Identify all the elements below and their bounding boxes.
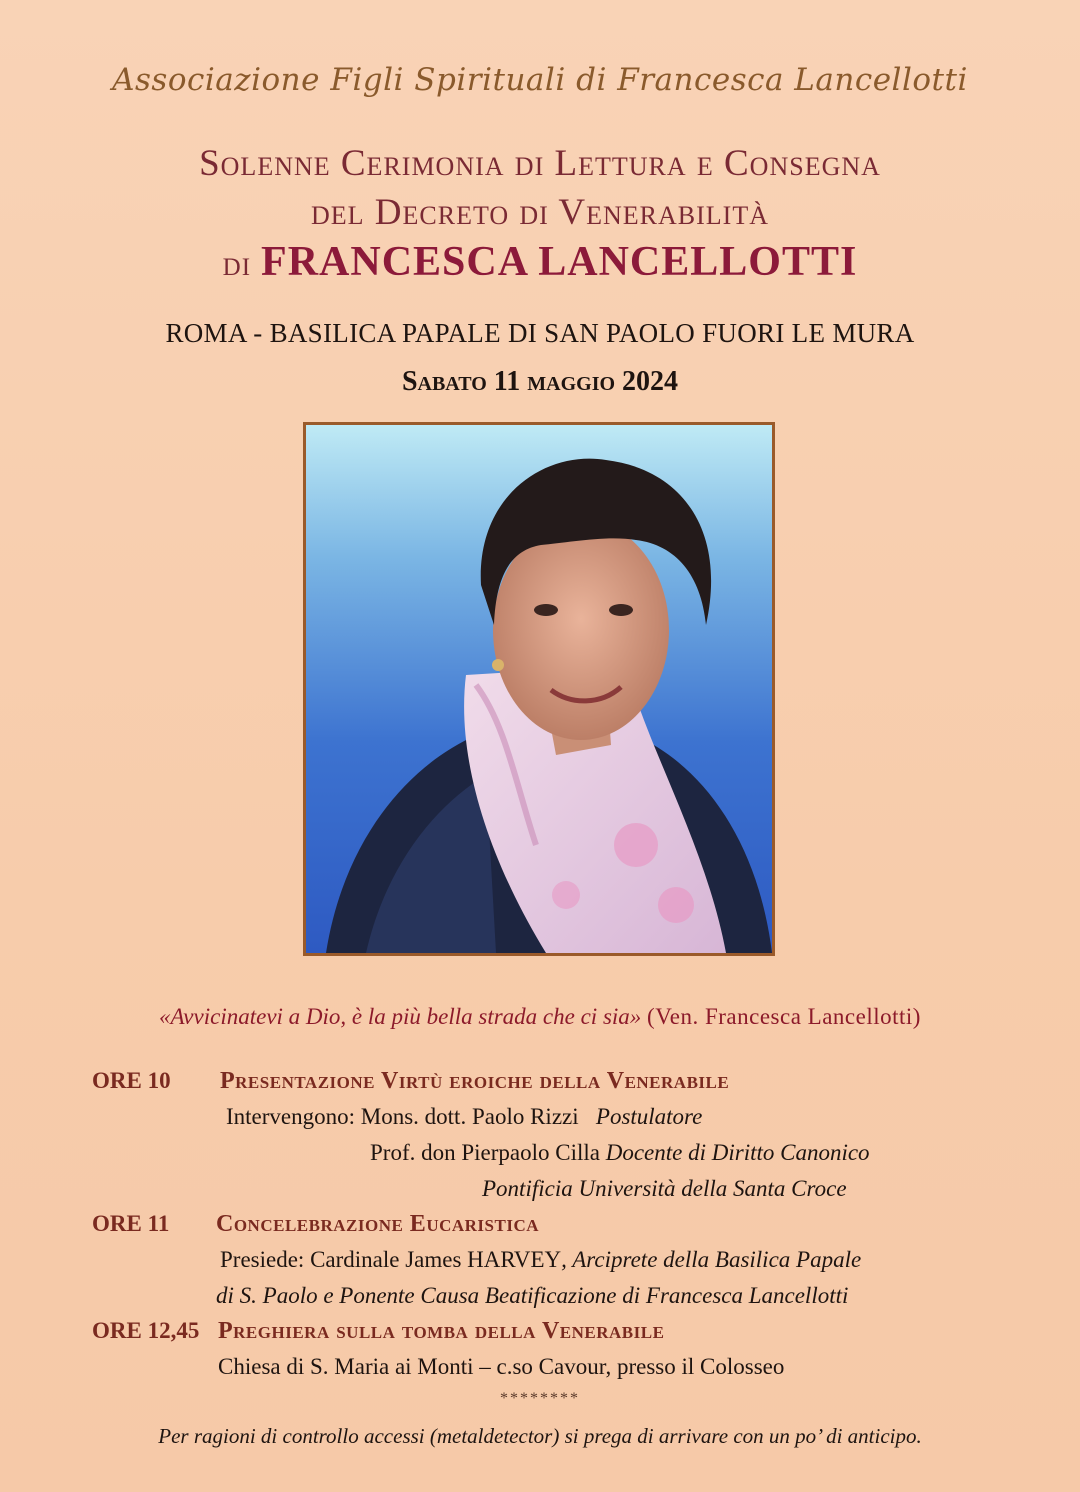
speaker-rizzi: Mons. dott. Paolo Rizzi (360, 1104, 579, 1129)
schedule-1-university-line (482, 1176, 847, 1202)
schedule-time-1: ORE 10 (92, 1068, 171, 1093)
role-harvey-cont: di S. Paolo e Ponente Causa Beatificazione di Francesca Lancellotti (216, 1283, 849, 1308)
presiede-label: Presiede: (220, 1247, 305, 1272)
schedule-heading-3: Preghiera sulla tomba della Venerabile (218, 1318, 665, 1344)
schedule-2-role-cont-line (216, 1283, 848, 1309)
speaker-harvey: Cardinale James HARVEY (310, 1247, 562, 1272)
role-cilla: Docente di Diritto Canonico (605, 1140, 870, 1165)
quote (0, 1004, 1080, 1030)
schedule-time-3: ORE 12,45 (92, 1318, 200, 1343)
access-note: Per ragioni di controllo accessi (metaldetector) si prega di arrivare con un po’ di anticipo. (158, 1424, 922, 1448)
schedule-3-location: Chiesa di S. Maria ai Monti – c.so Cavour, presso il Colosseo (218, 1354, 785, 1379)
role-harvey: , Arciprete della Basilica Papale (561, 1247, 862, 1272)
schedule-heading-1: Presentazione Virtù eroiche della Venerabile (220, 1068, 730, 1094)
role-rizzi: Postulatore (595, 1104, 703, 1129)
event-date: Sabato 11 maggio 2024 (401, 366, 679, 397)
intervengono-label: Intervengono: (226, 1104, 356, 1129)
schedule-heading-2: Concelebrazione Eucaristica (216, 1211, 540, 1237)
title-line-1: Solenne Cerimonia di Lettura e Consegna (199, 143, 881, 184)
speaker-cilla: Prof. don Pierpaolo Cilla (370, 1140, 600, 1165)
schedule-1-speaker2-line (370, 1140, 870, 1166)
schedule-2-presider-line (220, 1247, 861, 1273)
portrait-illustration (306, 425, 772, 953)
quote-text: «Avvicinatevi a Dio, è la più bella strada che ci sia» (159, 1004, 642, 1029)
association-name: Associazione Figli Spirituali di Francesca Lancellotti (112, 62, 968, 98)
schedule-1-speakers-line (226, 1104, 702, 1130)
quote-source: (Ven. Francesca Lancellotti) (647, 1004, 921, 1029)
title-prefix: di (222, 243, 252, 283)
schedule-time-2: ORE 11 (92, 1211, 170, 1236)
title-line-2: del Decreto di Venerabilità (311, 192, 769, 233)
role-cilla-university: Pontificia Università della Santa Croce (482, 1176, 847, 1201)
title-line-3 (0, 238, 1080, 286)
event-place: ROMA - BASILICA PAPALE DI SAN PAOLO FUORI LE MURA (165, 318, 915, 348)
venerable-name: FRANCESCA LANCELLOTTI (261, 239, 858, 285)
separator-stars: ******** (500, 1390, 580, 1407)
portrait-photo (303, 422, 775, 956)
